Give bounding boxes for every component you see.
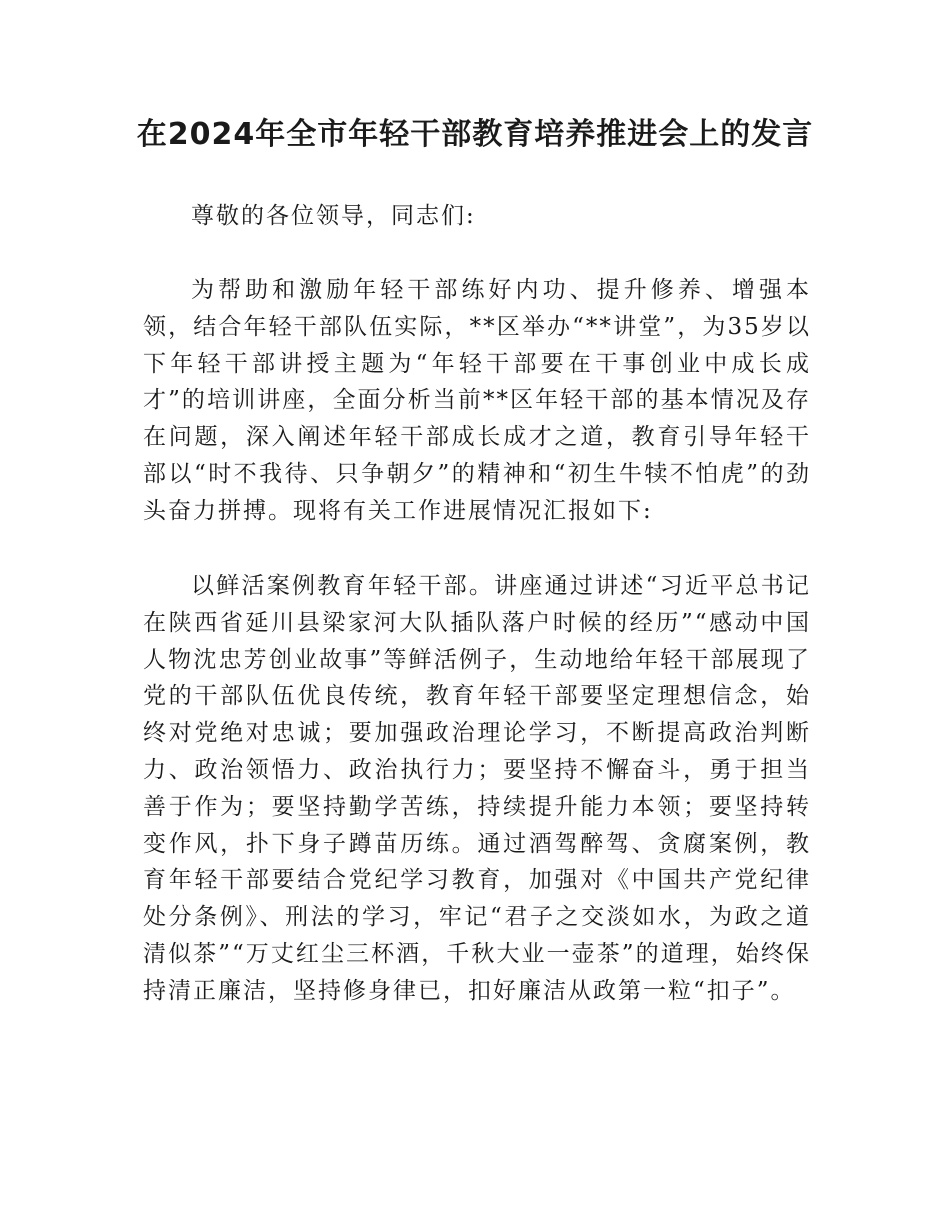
greeting: 尊敬的各位领导，同志们: bbox=[191, 203, 476, 229]
paragraph-1: 为帮助和激励年轻干部练好内功、提升修养、增强本领，结合年轻干部队伍实际，**区举办“**讲堂”，为35岁以下年轻干部讲授主题为“年轻干部要在干事创业中成长成才”的培训讲座，全面分析当前**区年轻干部的基本情况及存在问题，深入阐述年轻干部成长成才之道，教育引导年轻干部以“时不我待、只争朝夕”的精神和“初生牛犊不怕虎”的劲头奋力拼搏。现将有关工作进展情况汇报如下: bbox=[143, 277, 811, 524]
paragraph-2: 以鲜活案例教育年轻干部。讲座通过讲述“习近平总书记在陕西省延川县梁家河大队插队落户时候的经历”“感动中国人物沈忠芳创业故事”等鲜活例子，生动地给年轻干部展现了党的干部队伍优良传统，教育年轻干部要坚定理想信念，始终对党绝对忠诚；要加强政治理论学习，不断提高政治判断力、政治领悟力、政治执行力；要坚持不懈奋斗，勇于担当善于作为；要坚持勤学苦练，持续提升能力本领；要坚持转变作风，扑下身子蹲苗历练。通过酒驾醉驾、贪腐案例，教育年轻干部要结合党纪学习教育，加强对《中国共产党纪律处分条例》、刑法的学习，牢记“君子之交淡如水，为政之道清似茶”“万丈红尘三杯酒，千秋大业一壶茶”的道理，始终保持清正廉洁，坚持修身律已，扣好廉洁从政第一粒“扣子”。 bbox=[143, 573, 811, 1004]
document-title: 在2024年全市年轻干部教育培养推进会上的发言 bbox=[136, 117, 814, 152]
